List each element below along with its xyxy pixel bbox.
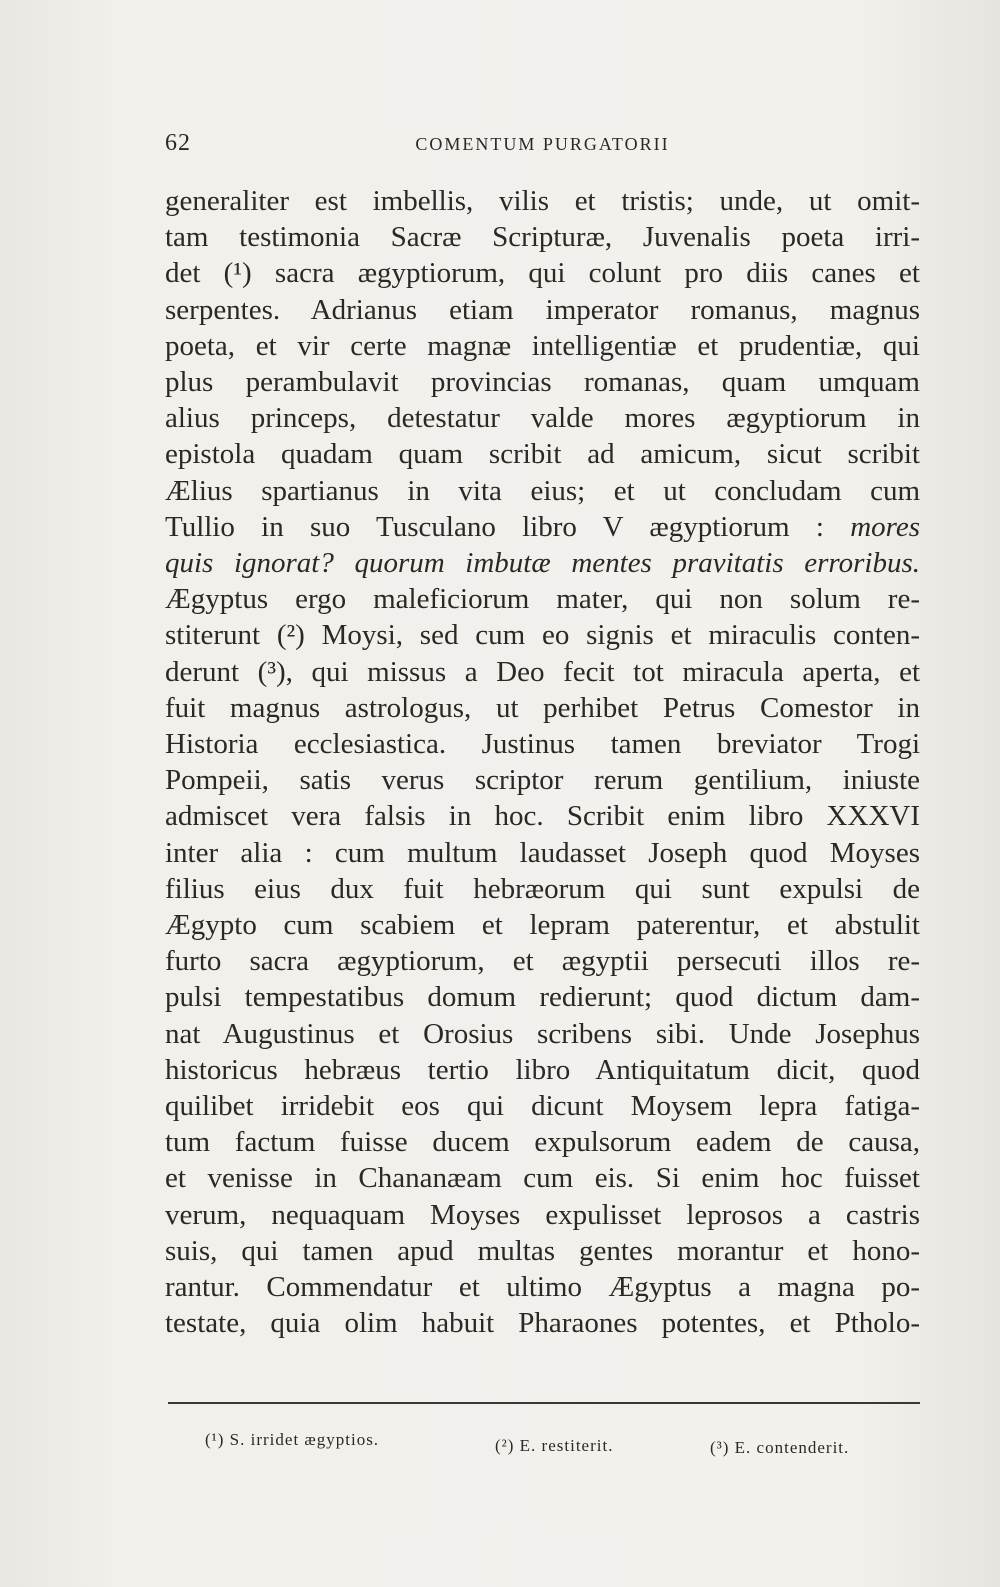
- text-segment: suis, qui tamen apud multas gentes morantur et hono-: [165, 1234, 920, 1267]
- text-line: [165, 690, 920, 726]
- text-line: [165, 1305, 920, 1341]
- text-segment: det (¹) sacra ægyptiorum, qui colunt pro diis canes et: [165, 257, 920, 290]
- text-line: [165, 1052, 920, 1088]
- text-line: [165, 1088, 920, 1124]
- text-segment: epistola quadam quam scribit ad amicum, sicut scribit: [165, 438, 920, 471]
- text-segment: Ælius spartianus in vita eius; et ut concludam cum: [165, 474, 920, 507]
- footnote-3: (³) E. contenderit.: [710, 1438, 850, 1457]
- text-line: [165, 183, 920, 219]
- text-line: [165, 328, 920, 364]
- text-segment: plus perambulavit provincias romanas, quam umquam: [165, 366, 920, 399]
- text-line: [165, 1016, 920, 1052]
- text-segment: testate, quia olim habuit Pharaones potentes, et Ptholo-: [165, 1307, 920, 1340]
- text-line: [165, 979, 920, 1015]
- text-segment: Ægypto cum scabiem et lepram paterentur, et abstulit: [165, 909, 920, 942]
- text-line: [165, 436, 920, 472]
- text-segment: generaliter est imbellis, vilis et tristis; unde, ut omit-: [165, 185, 920, 217]
- text-segment: nat Augustinus et Orosius scribens sibi. Unde Josephus: [165, 1017, 920, 1050]
- text-segment: filius eius dux fuit hebræorum qui sunt expulsi de: [165, 872, 920, 905]
- text-segment: fuit magnus astrologus, ut perhibet Petrus Comestor in: [165, 691, 920, 724]
- italic-segment: mores: [850, 510, 920, 543]
- text-line: [165, 400, 920, 436]
- text-line: [165, 219, 920, 255]
- italic-segment: quis ignorat? quorum imbutæ mentes pravitatis erroribus.: [165, 547, 920, 580]
- text-segment: quilibet irridebit eos qui dicunt Moysem lepra fatiga-: [165, 1090, 920, 1123]
- text-segment: pulsi tempestatibus domum redierunt; quod dictum dam-: [165, 981, 920, 1014]
- text-segment: alius princeps, detestatur valde mores ægyptiorum in: [165, 402, 920, 435]
- text-line: [165, 509, 920, 545]
- text-segment: stiterunt (²) Moysi, sed cum eo signis et miraculis conten-: [165, 619, 920, 652]
- text-segment: derunt (³), qui missus a Deo fecit tot miracula aperta, et: [165, 655, 920, 688]
- text-line: [165, 835, 920, 871]
- text-line: [165, 1124, 920, 1160]
- footnote-2: (²) E. restiterit.: [495, 1436, 614, 1455]
- text-line: [165, 1269, 920, 1305]
- text-segment: Ægyptus ergo maleficiorum mater, qui non solum re-: [165, 583, 920, 616]
- text-segment: tum factum fuisse ducem expulsorum eadem de causa,: [165, 1126, 920, 1159]
- text-line: [165, 726, 920, 762]
- text-line: [165, 762, 920, 798]
- text-line: [165, 617, 920, 653]
- text-line: [165, 292, 920, 328]
- text-segment: Pompeii, satis verus scriptor rerum gentilium, iniuste: [165, 764, 920, 797]
- running-head: COMENTUM PURGATORII: [415, 134, 670, 154]
- text-line: [165, 255, 920, 291]
- footnote-rule: [168, 1402, 920, 1404]
- text-line: [165, 581, 920, 617]
- text-segment: furto sacra ægyptiorum, et ægyptii persecuti illos re-: [165, 945, 920, 978]
- text-line: [165, 364, 920, 400]
- text-segment: Historia ecclesiastica. Justinus tamen breviator Trogi: [165, 728, 920, 761]
- text-line: [165, 943, 920, 979]
- text-segment: serpentes. Adrianus etiam imperator romanus, magnus: [165, 293, 920, 326]
- text-line: [165, 654, 920, 690]
- text-segment: inter alia : cum multum laudasset Joseph quod Moyses: [165, 836, 920, 869]
- text-segment: poeta, et vir certe magnæ intelligentiæ et prudentiæ, qui: [165, 329, 920, 362]
- text-line: [165, 871, 920, 907]
- text-segment: historicus hebræus tertio libro Antiquitatum dicit, quod: [165, 1053, 920, 1086]
- text-line: [165, 1160, 920, 1196]
- text-line: [165, 798, 920, 834]
- text-segment: et venisse in Chananæam cum eis. Si enim hoc fuisset: [165, 1162, 920, 1195]
- footnote-1: (¹) S. irridet ægyptios.: [205, 1430, 380, 1449]
- text-segment: rantur. Commendatur et ultimo Ægyptus a magna po-: [165, 1271, 920, 1304]
- text-line: [165, 545, 920, 581]
- text-line: [165, 1197, 920, 1233]
- page-header: [165, 130, 910, 170]
- body-text: [165, 183, 920, 1342]
- text-segment: admiscet vera falsis in hoc. Scribit enim libro XXXVI: [165, 800, 920, 833]
- page-number: 62: [165, 130, 191, 156]
- text-segment: Tullio in suo Tusculano libro V ægyptiorum :: [165, 510, 851, 543]
- text-line: [165, 1233, 920, 1269]
- text-line: [165, 907, 920, 943]
- text-segment: verum, nequaquam Moyses expulisset leprosos a castris: [165, 1198, 920, 1231]
- text-segment: tam testimonia Sacræ Scripturæ, Juvenalis poeta irri-: [165, 221, 920, 254]
- text-line: [165, 473, 920, 509]
